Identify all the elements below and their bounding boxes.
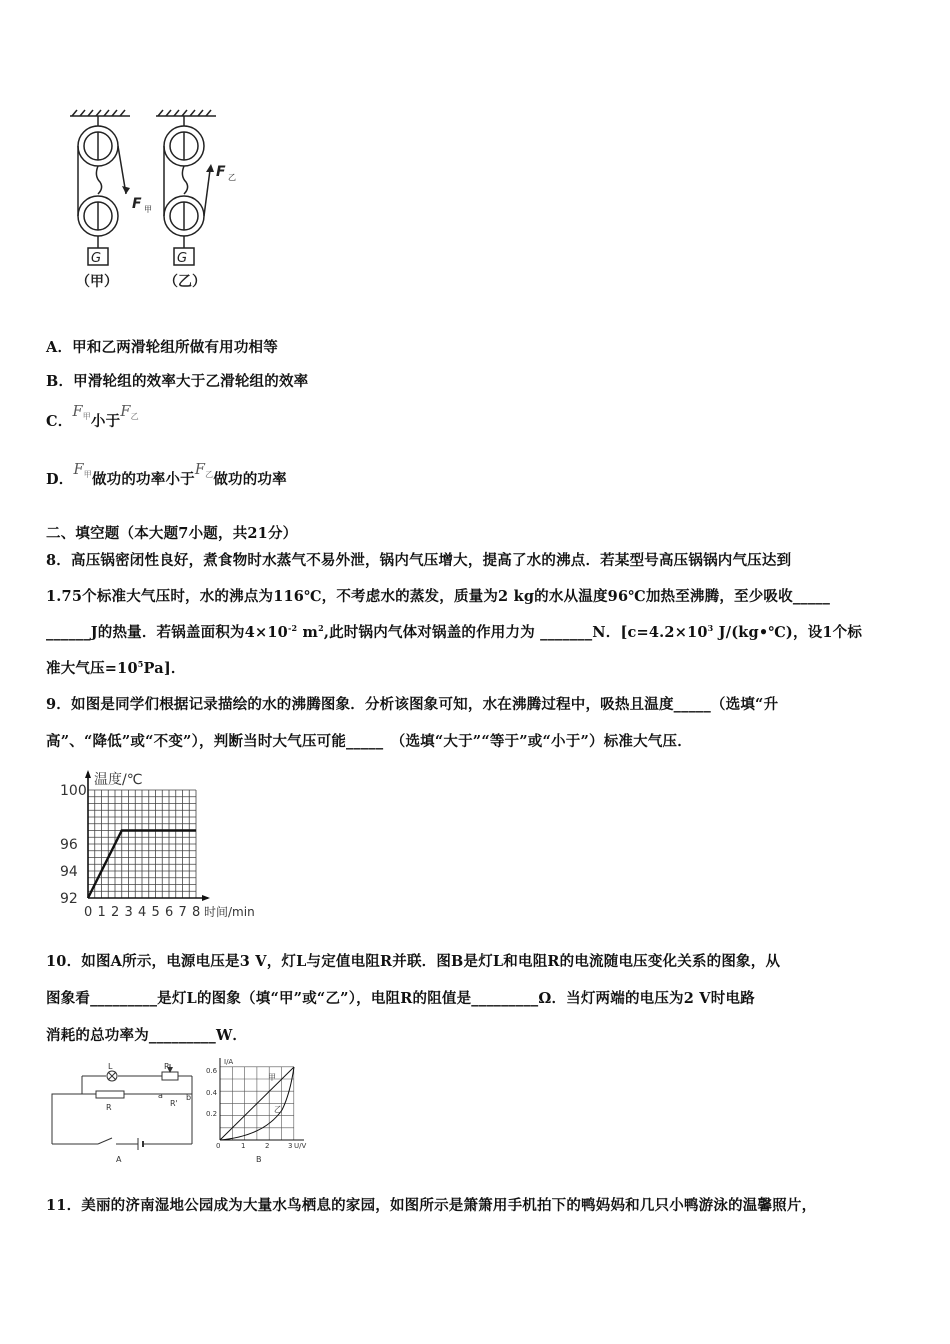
iu-xtick-0: 0 bbox=[216, 1142, 221, 1150]
weight-jia: G bbox=[91, 251, 102, 266]
option-d-mid: 做功的功率小于 bbox=[91, 471, 195, 488]
section-title: 二、填空题（本大题7小题，共21分） bbox=[46, 525, 298, 542]
circuit-b-label: b bbox=[186, 1093, 192, 1102]
boil-xtick: 0 bbox=[84, 905, 93, 920]
boil-xtick: 8 bbox=[192, 905, 201, 920]
q8-line1: 8．高压锅密闭性良好，煮食物时水蒸气不易外泄，锅内气压增大，提高了水的沸点．若某型号高压锅锅内气压达到 bbox=[46, 552, 792, 569]
q8-line3a: ______J的热量．若锅盖面积为4×10 bbox=[46, 624, 288, 641]
option-d bbox=[46, 462, 287, 489]
q8-sup2: 2 bbox=[318, 623, 324, 634]
boil-xtick: 4 bbox=[138, 905, 147, 920]
boil-xtick: 2 bbox=[111, 905, 120, 920]
q9-line2: 高”、“降低”或“不变”），判断当时大气压可能_____ （选填“大于”“等于”或“小于”）标准大气压． bbox=[46, 733, 692, 750]
force-jia-sub: 甲 bbox=[144, 205, 152, 214]
boil-ytick: 96 bbox=[60, 837, 78, 853]
iu-xtick-1: 1 bbox=[241, 1142, 246, 1150]
option-d-f2: F bbox=[194, 462, 206, 478]
option-d-f2-sub: 乙 bbox=[205, 470, 214, 479]
option-d-end: 做功的功率 bbox=[213, 471, 287, 488]
option-b: B．甲滑轮组的效率大于乙滑轮组的效率 bbox=[46, 373, 309, 390]
q10-line1: 10．如图A所示，电源电压是3 V，灯L与定值电阻R并联．图B是灯L和电阻R的电流随电压变化关系的图象，从 bbox=[46, 953, 781, 970]
iu-ytick-02: 0.2 bbox=[206, 1110, 218, 1118]
q8-line4a: 准大气压=10 bbox=[46, 660, 138, 677]
boil-xtick: 6 bbox=[165, 905, 174, 920]
iu-ytick-04: 0.4 bbox=[206, 1089, 218, 1097]
pulley-figure bbox=[60, 108, 260, 308]
q9-line1: 9．如图是同学们根据记录描绘的水的沸腾图象．分析该图象可知，水在沸腾过程中，吸热且温度_____（选填“升 bbox=[46, 696, 779, 713]
force-yi-label: F bbox=[216, 164, 226, 180]
option-c bbox=[46, 404, 139, 431]
iu-ylabel: I/A bbox=[224, 1058, 234, 1066]
curve-yi-label: 乙 bbox=[274, 1105, 282, 1114]
boil-xtick: 3 bbox=[124, 905, 133, 920]
iu-xlabel: U/V bbox=[294, 1142, 307, 1150]
boil-xtick: 7 bbox=[178, 905, 187, 920]
boil-ytick: 92 bbox=[60, 891, 78, 907]
iu-caption: B bbox=[256, 1155, 262, 1164]
circuit-rheostat-rp: R' bbox=[170, 1099, 178, 1108]
q8-line2: 1.75个标准大气压时，水的沸点为116℃，不考虑水的蒸发，质量为2 kg的水从温度96℃加热至沸腾，至少吸收_____ bbox=[46, 588, 831, 605]
boil-xlabel: 时间/min bbox=[204, 905, 255, 919]
q8-sup1: -2 bbox=[287, 623, 298, 634]
boil-ylabel: 温度/℃ bbox=[94, 772, 143, 788]
q10-line2: 图象看_________是灯L的图象（填“甲”或“乙”），电阻R的阻值是_________Ω．当灯两端的电压为2 V时电路 bbox=[46, 990, 755, 1007]
boil-ytick: 100 bbox=[60, 783, 87, 799]
curve-jia-label: 甲 bbox=[268, 1073, 276, 1082]
circuit-a-label: a bbox=[158, 1091, 163, 1100]
circuit-lamp-label: L bbox=[108, 1062, 113, 1071]
iu-chart-figure-b bbox=[204, 1054, 316, 1166]
force-yi-sub: 乙 bbox=[228, 173, 236, 182]
q8-line4b: Pa]． bbox=[143, 660, 186, 677]
q8-line4 bbox=[46, 657, 186, 678]
q10-line3: 消耗的总功率为_________W． bbox=[46, 1027, 248, 1044]
q8-line3 bbox=[46, 621, 862, 642]
q8-line3c: ,此时锅内气体对锅盖的作用力为 _______N．[c=4.2×10 bbox=[323, 624, 708, 641]
option-d-f1-sub: 甲 bbox=[83, 470, 92, 479]
circuit-rheostat-r: R bbox=[164, 1062, 170, 1071]
boil-xtick: 1 bbox=[97, 905, 106, 920]
option-d-label: D． bbox=[46, 471, 74, 488]
option-c-f2: F bbox=[120, 404, 131, 420]
label-yi: （乙） bbox=[164, 274, 206, 290]
q8-sup3: 3 bbox=[707, 623, 714, 634]
option-c-f2-sub: 乙 bbox=[130, 412, 139, 421]
iu-xtick-3: 3 bbox=[288, 1142, 293, 1150]
iu-xtick-2: 2 bbox=[265, 1142, 270, 1150]
option-c-mid: 小于 bbox=[90, 413, 121, 430]
circuit-resistor-label: R bbox=[106, 1103, 112, 1112]
circuit-caption: A bbox=[116, 1155, 122, 1164]
option-a: A．甲和乙两滑轮组所做有用功相等 bbox=[46, 339, 278, 356]
weight-yi: G bbox=[177, 251, 188, 266]
boil-xtick: 5 bbox=[151, 905, 160, 920]
boil-ytick: 94 bbox=[60, 864, 78, 880]
q11-line1: 11．美丽的济南湿地公园成为大量水鸟栖息的家园，如图所示是箫箫用手机拍下的鸭妈妈和几只小鸭游泳的温馨照片， bbox=[46, 1197, 817, 1214]
option-d-f1: F bbox=[73, 462, 84, 478]
boiling-chart bbox=[46, 768, 286, 928]
label-jia: （甲） bbox=[76, 274, 118, 290]
force-jia-label: F bbox=[132, 196, 142, 212]
option-c-label: C． bbox=[46, 413, 73, 430]
q8-line3b: m bbox=[297, 624, 319, 641]
option-c-f1-sub: 甲 bbox=[82, 412, 91, 421]
q8-sup4: 5 bbox=[137, 659, 144, 670]
circuit-figure-a bbox=[46, 1060, 206, 1166]
option-c-f1: F bbox=[72, 404, 83, 420]
q8-line3d: J/(kg•℃)，设1个标 bbox=[713, 624, 863, 641]
iu-ytick-06: 0.6 bbox=[206, 1067, 218, 1075]
